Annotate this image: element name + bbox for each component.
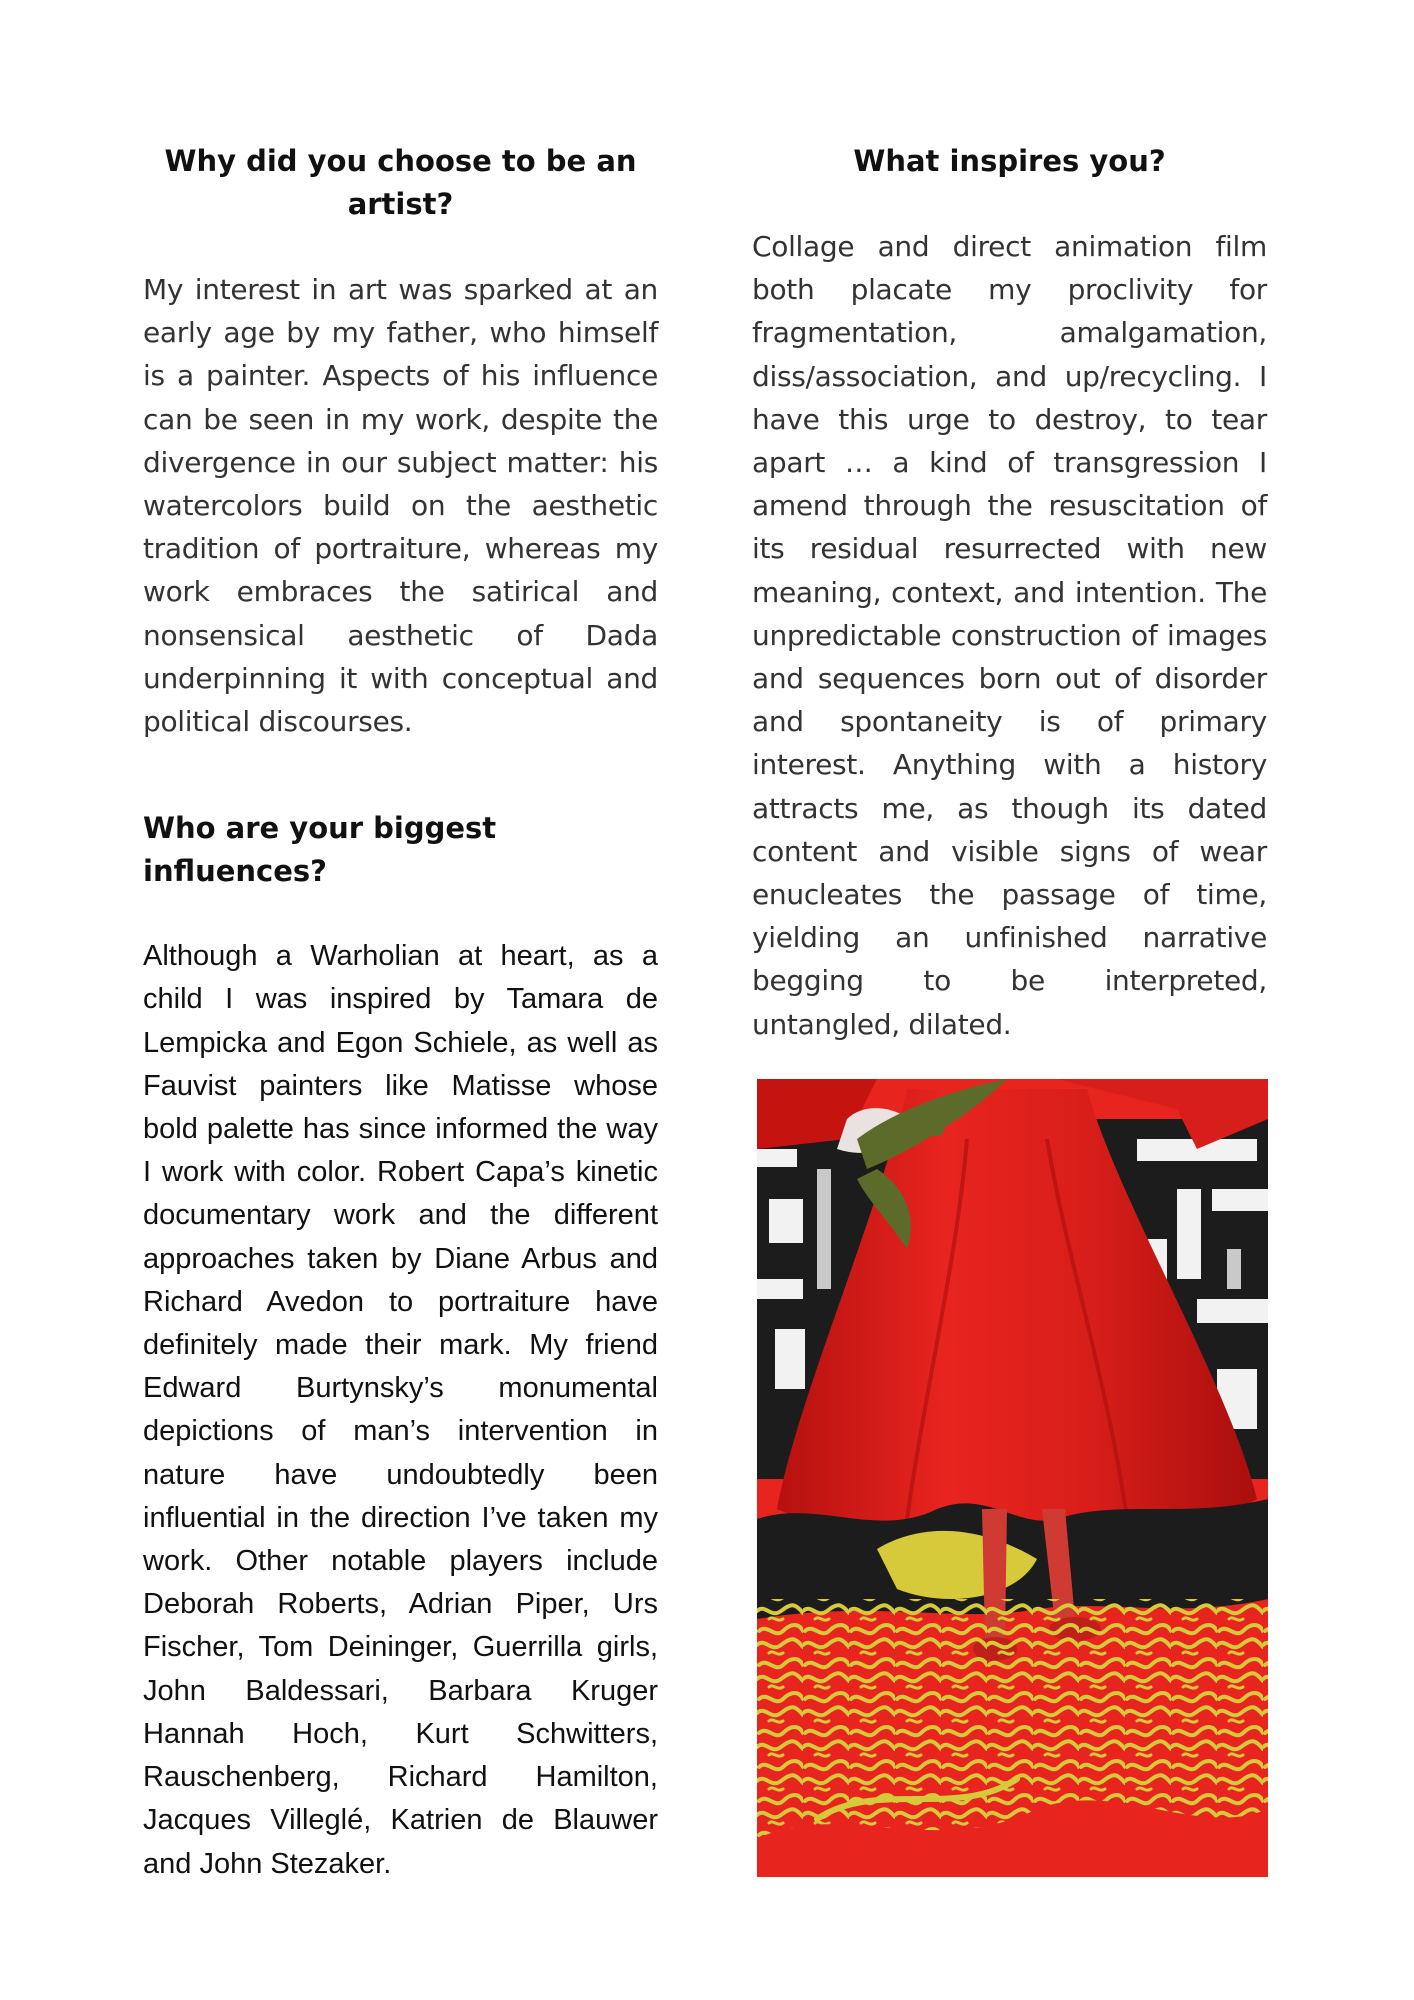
answer-inspires-text: Collage and direct animation film both placate my proclivity for fragmentation, amalgamation, diss/association, and up/recycling. I have this urge to destroy, to tear apart … a kind of transgression I amend through the resuscitation of its residual resurrected with new meaning, context, and intention. The unpredictable construction of images and sequences born out of disorder and spontaneity is of primary interest. Anything with a history attracts me, as though its dated content and visible signs of wear enucleates the passage of time, yielding an unfinished narrative begging to be interpreted, untangled, dilated. <box>752 230 1267 1041</box>
collage-artwork-image <box>757 1079 1268 1877</box>
collage-artwork-svg <box>757 1079 1268 1877</box>
answer-why-artist-text: My interest in art was sparked at an early age by my father, who himself is a painter. Aspects of his influence can be seen in my work, despite the divergence in our subject matter: his watercolors build on the aesthetic tradition of portraiture, whereas my work embraces the satirical and nonsensical aesthetic of Dada underpinning it with conceptual and political discourses. <box>143 273 658 739</box>
question-influences-heading: Who are your biggest influences? <box>143 811 497 889</box>
question-inspires-heading: What inspires you? <box>853 144 1166 178</box>
left-column <box>143 140 658 1886</box>
right-column <box>752 140 1267 1046</box>
question-why-artist-heading: Why did you choose to be an artist? <box>164 144 637 221</box>
answer-influences-text: Although a Warholian at heart, as a child I was inspired by Tamara de Lempicka and Egon Schiele, as well as Fauvist painters like Matisse whose bold palette has since informed the way I work with color. Robert Capa’s kinetic documentary work and the different approaches taken by Diane Arbus and Richard Avedon to portraiture have definitely made their mark. My friend Edward Burtynsky’s monumental depictions of man’s intervention in nature have undoubtedly been influential in the direction I’ve taken my work. Other notable players include Deborah Roberts, Adrian Piper, Urs Fischer, Tom Deininger, Guerrilla girls, John Baldessari, Barbara Kruger Hannah Hoch, Kurt Schwitters, Rauschenberg, Richard Hamilton, Jacques Villeglé, Katrien de Blauwer and John Stezaker. <box>143 940 658 1880</box>
